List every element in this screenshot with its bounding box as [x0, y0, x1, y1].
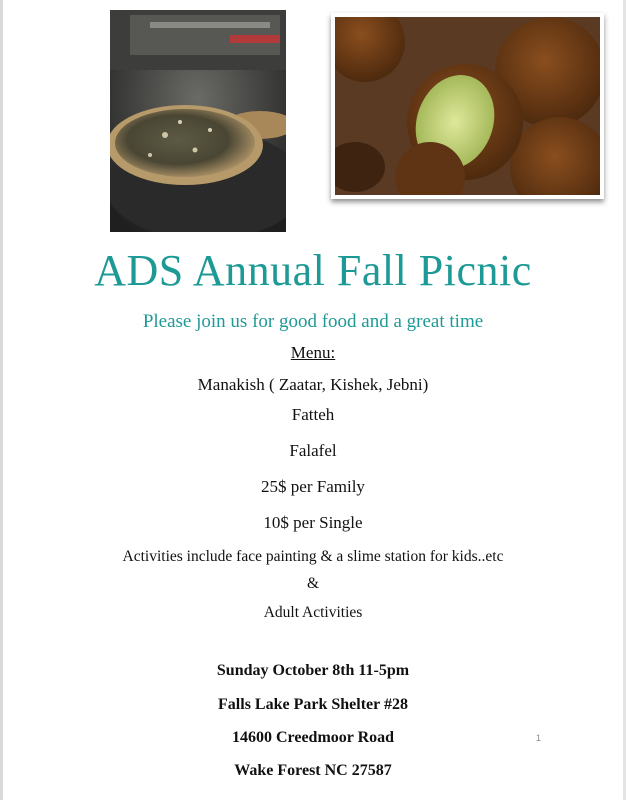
page-edge-left	[0, 0, 3, 800]
flyer-subtitle: Please join us for good food and a great time	[142, 311, 484, 332]
activities-text: Activities include face painting & a slime station for kids..etc	[122, 548, 504, 565]
manakish-photo	[110, 10, 286, 232]
flyer-title: ADS Annual Fall Picnic	[94, 246, 532, 295]
price-single: 10$ per Single	[263, 513, 363, 532]
event-address: 14600 Creedmoor Road	[231, 729, 395, 746]
menu-item-fatteh: Fatteh	[291, 405, 335, 424]
event-city: Wake Forest NC 27587	[234, 762, 392, 779]
event-location: Falls Lake Park Shelter #28	[218, 696, 408, 713]
ampersand: &	[306, 575, 320, 592]
menu-item-falafel: Falafel	[289, 441, 337, 460]
event-date-time: Sunday October 8th 11-5pm	[216, 662, 410, 679]
adult-activities: Adult Activities	[263, 604, 363, 621]
page-number: 1	[536, 733, 542, 743]
falafel-photo	[331, 13, 604, 199]
menu-heading: Menu:	[290, 343, 336, 362]
menu-item-manakish: Manakish ( Zaatar, Kishek, Jebni)	[197, 375, 429, 394]
price-family: 25$ per Family	[261, 477, 365, 496]
